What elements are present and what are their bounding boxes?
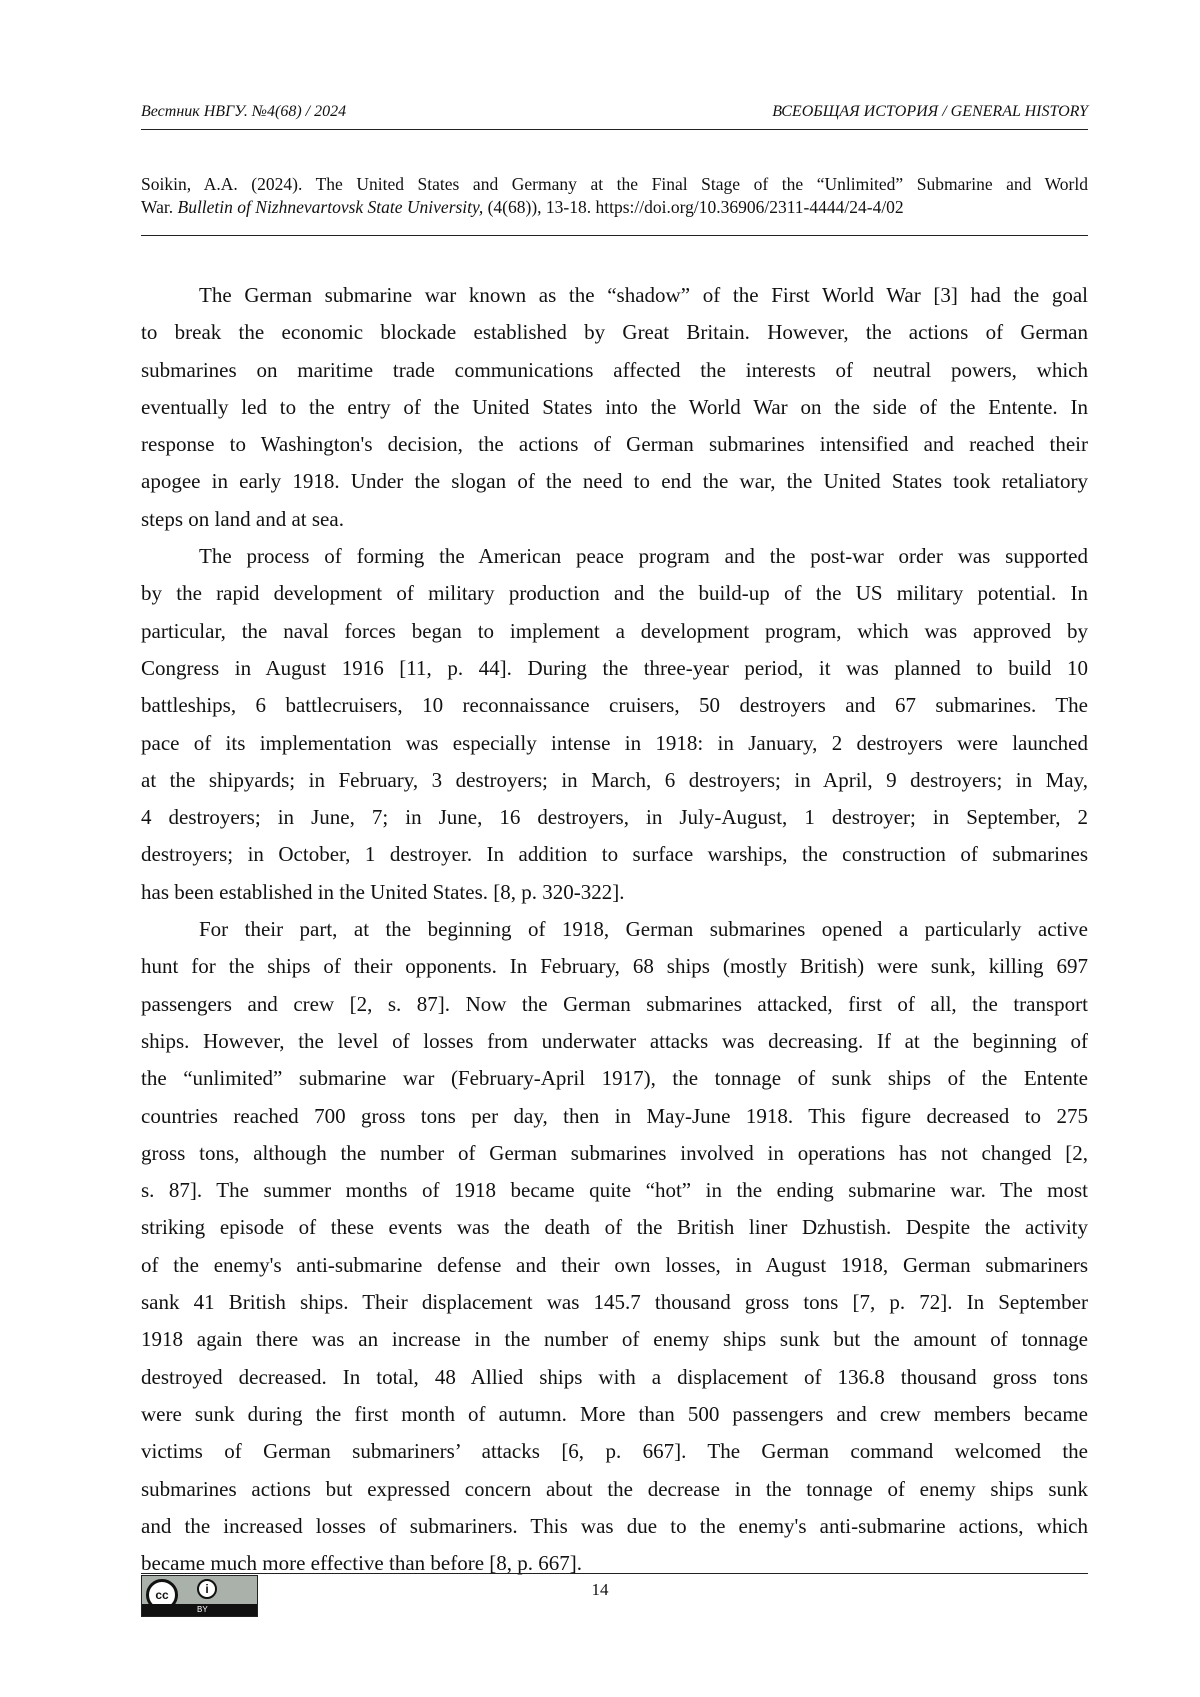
paragraph [141, 538, 1088, 911]
text-line: victims of German submariners’ attacks [6, p. 667]. The German command welcomed the [141, 1433, 1088, 1470]
text-line: and the increased losses of submariners. This was due to the enemy's anti-submarine actions, which [141, 1508, 1088, 1545]
text-line: gross tons, although the number of German submarines involved in operations has not changed [2, [141, 1135, 1088, 1172]
text-line: passengers and crew [2, s. 87]. Now the German submarines attacked, first of all, the transport [141, 986, 1088, 1023]
section-title: ВСЕОБЩАЯ ИСТОРИЯ / GENERAL HISTORY [772, 103, 1088, 121]
text-line: to break the economic blockade established by Great Britain. However, the actions of German [141, 314, 1088, 351]
citation [141, 173, 1088, 219]
citation-line-1: Soikin, A.A. (2024). The United States and Germany at the Final Stage of the “Unlimited” Submarine and World [141, 173, 1088, 196]
text-line: 1918 again there was an increase in the number of enemy ships sunk but the amount of tonnage [141, 1321, 1088, 1358]
text-line: of the enemy's anti-submarine defense and their own losses, in August 1918, German submariners [141, 1247, 1088, 1284]
cc-by-license-logo [141, 1575, 258, 1617]
page-number: 14 [592, 1580, 609, 1600]
citation-line-2 [141, 196, 1088, 219]
text-line: eventually led to the entry of the United States into the World War on the side of the Entente. In [141, 389, 1088, 426]
text-line: The German submarine war known as the “shadow” of the First World War [3] had the goal [141, 277, 1088, 314]
running-header [141, 103, 1088, 125]
text-line: The process of forming the American peace program and the post-war order was supported [141, 538, 1088, 575]
text-line: battleships, 6 battlecruisers, 10 reconnaissance cruisers, 50 destroyers and 67 submarines. The [141, 687, 1088, 724]
text-line: destroyed decreased. In total, 48 Allied ships with a displacement of 136.8 thousand gross tons [141, 1359, 1088, 1396]
text-line: destroyers; in October, 1 destroyer. In addition to surface warships, the construction of submarines [141, 836, 1088, 873]
text-line: striking episode of these events was the death of the British liner Dzhustish. Despite the activity [141, 1209, 1088, 1246]
cc-icon: cc [146, 1579, 178, 1611]
text-line: countries reached 700 gross tons per day, then in May-June 1918. This figure decreased to 275 [141, 1098, 1088, 1135]
paragraph [141, 911, 1088, 1582]
text-line: s. 87]. The summer months of 1918 became quite “hot” in the ending submarine war. The most [141, 1172, 1088, 1209]
citation-prefix: War. [141, 197, 178, 217]
header-divider [141, 129, 1088, 130]
article-body [141, 277, 1088, 1582]
citation-doi: (4(68)), 13-18. https://doi.org/10.36906/2311-4444/24-4/02 [483, 197, 903, 217]
text-line: particular, the naval forces began to implement a development program, which was approved by [141, 613, 1088, 650]
text-line: pace of its implementation was especially intense in 1918: in January, 2 destroyers were launched [141, 725, 1088, 762]
text-line: apogee in early 1918. Under the slogan of the need to end the war, the United States took retaliatory [141, 463, 1088, 500]
text-line: has been established in the United States. [8, p. 320-322]. [141, 874, 1088, 911]
text-line: became much more effective than before [8, p. 667]. [141, 1545, 1088, 1582]
text-line: response to Washington's decision, the actions of German submarines intensified and reached their [141, 426, 1088, 463]
journal-title: Вестник НВГУ. №4(68) / 2024 [141, 103, 346, 121]
by-label: BY [197, 1604, 208, 1616]
text-line: at the shipyards; in February, 3 destroyers; in March, 6 destroyers; in April, 9 destroyers; in May, [141, 762, 1088, 799]
text-line: submarines actions but expressed concern about the decrease in the tonnage of enemy ships sunk [141, 1471, 1088, 1508]
text-line: submarines on maritime trade communications affected the interests of neutral powers, which [141, 352, 1088, 389]
text-line: ships. However, the level of losses from underwater attacks was decreasing. If at the beginning of [141, 1023, 1088, 1060]
text-line: by the rapid development of military production and the build-up of the US military potential. In [141, 575, 1088, 612]
text-line: 4 destroyers; in June, 7; in June, 16 destroyers, in July-August, 1 destroyer; in September, 2 [141, 799, 1088, 836]
text-line: sank 41 British ships. Their displacement was 145.7 thousand gross tons [7, p. 72]. In September [141, 1284, 1088, 1321]
paragraph [141, 277, 1088, 538]
text-line: hunt for the ships of their opponents. In February, 68 ships (mostly British) were sunk, killing 697 [141, 948, 1088, 985]
attribution-icon: i [197, 1579, 217, 1599]
text-line: the “unlimited” submarine war (February-April 1917), the tonnage of sunk ships of the Entente [141, 1060, 1088, 1097]
footer-divider [141, 1573, 1088, 1574]
text-line: Congress in August 1916 [11, p. 44]. During the three-year period, it was planned to build 10 [141, 650, 1088, 687]
text-line: For their part, at the beginning of 1918, German submarines opened a particularly active [141, 911, 1088, 948]
text-line: were sunk during the first month of autumn. More than 500 passengers and crew members became [141, 1396, 1088, 1433]
citation-journal: Bulletin of Nizhnevartovsk State University, [178, 197, 484, 217]
citation-divider [141, 235, 1088, 236]
text-line: steps on land and at sea. [141, 501, 1088, 538]
